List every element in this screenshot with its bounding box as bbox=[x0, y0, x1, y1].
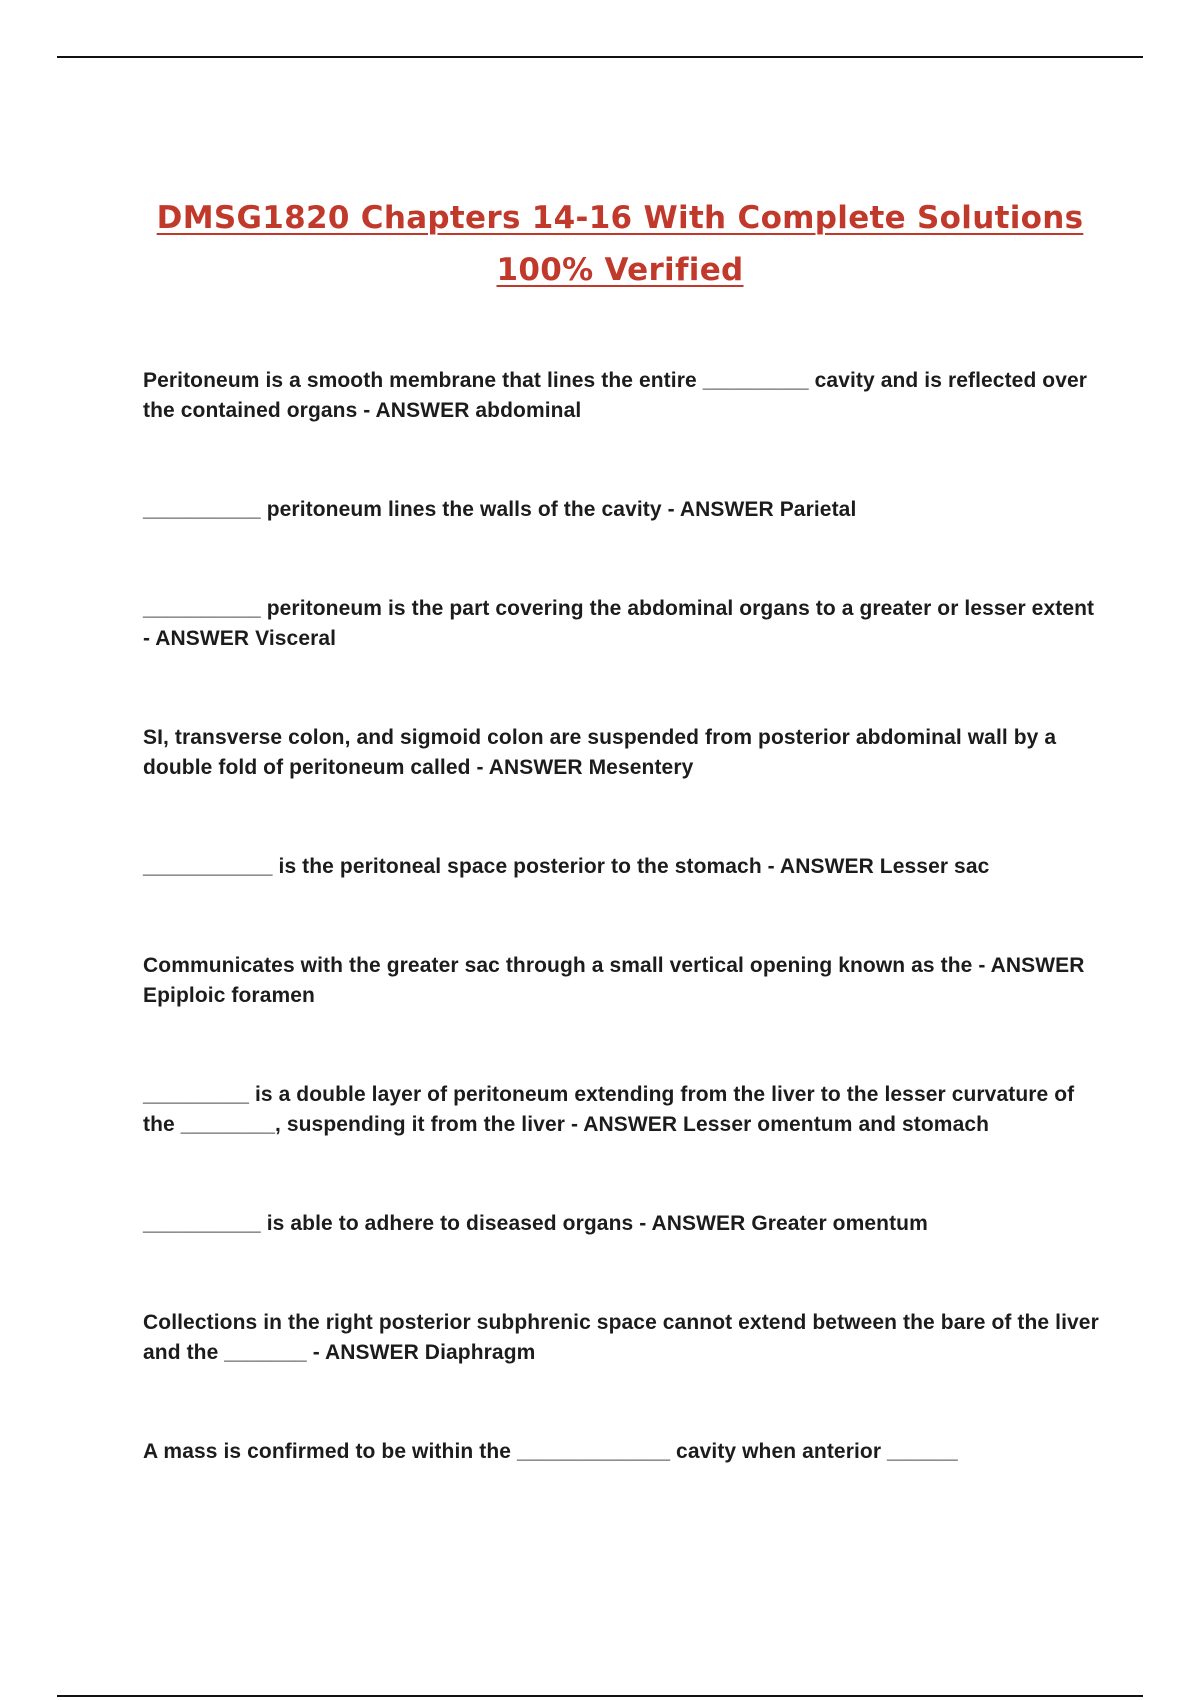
qa-item: __________ peritoneum is the part covering the abdominal organs to a greater or lesser extent - ANSWER Visceral bbox=[143, 597, 1095, 650]
qa-item: A mass is confirmed to be within the _____________ cavity when anterior ______ bbox=[143, 1440, 958, 1463]
title-line-2: 100% Verified bbox=[496, 252, 744, 288]
qa-item: _________ is a double layer of peritoneum extending from the liver to the lesser curvature of the ________, suspending it from the liver - ANSWER Lesser omentum and stomach bbox=[143, 1083, 1075, 1136]
qa-item: Collections in the right posterior subphrenic space cannot extend between the bare of the liver and the _______ - ANSWER Diaphragm bbox=[143, 1311, 1099, 1364]
qa-item: SI, transverse colon, and sigmoid colon are suspended from posterior abdominal wall by a double fold of peritoneum called - ANSWER Mesentery bbox=[143, 726, 1057, 779]
bottom-rule bbox=[57, 1695, 1143, 1697]
document-title bbox=[130, 192, 1110, 296]
qa-item: __________ peritoneum lines the walls of the cavity - ANSWER Parietal bbox=[143, 498, 857, 521]
qa-item: Communicates with the greater sac through a small vertical opening known as the - ANSWER Epiploic foramen bbox=[143, 954, 1085, 1007]
qa-item: __________ is able to adhere to diseased organs - ANSWER Greater omentum bbox=[143, 1212, 928, 1235]
title-line-1: DMSG1820 Chapters 14-16 With Complete Solutions bbox=[156, 200, 1084, 236]
top-rule bbox=[57, 56, 1143, 58]
qa-item: ___________ is the peritoneal space posterior to the stomach - ANSWER Lesser sac bbox=[143, 855, 990, 878]
qa-item: Peritoneum is a smooth membrane that lines the entire _________ cavity and is reflected over the contained organs - ANSWER abdominal bbox=[143, 369, 1088, 422]
